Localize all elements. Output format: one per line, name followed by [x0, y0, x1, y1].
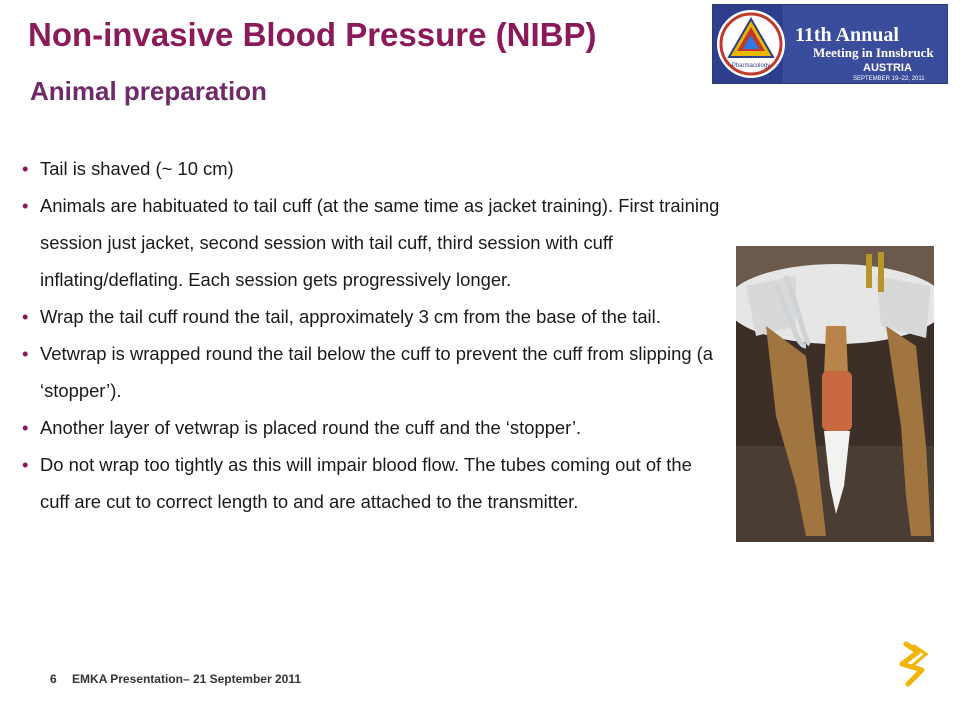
slide-subtitle: Animal preparation: [30, 76, 267, 106]
company-logo-icon: [892, 640, 932, 688]
conference-banner: [712, 4, 948, 84]
footer-text: EMKA Presentation– 21 September 2011: [72, 672, 302, 686]
bullet-item: • Tail is shaved (~ 10 cm): [22, 150, 722, 187]
vetwrap: [822, 371, 852, 431]
bullet-list: [22, 150, 722, 520]
slide-title: Non-invasive Blood Pressure (NIBP): [28, 16, 597, 53]
bullet-item: • Animals are habituated to tail cuff (at the same time as jacket training). First training session just jacket, second session with tail cuff, third session with cuff inflating/deflating. Each session gets progressively longer.: [22, 187, 722, 298]
banner-line2: Meeting in Innsbruck: [813, 45, 934, 60]
bullet-item: • Wrap the tail cuff round the tail, approximately 3 cm from the base of the tail.: [22, 298, 722, 335]
bullet-item: • Another layer of vetwrap is placed round the cuff and the ‘stopper’.: [22, 409, 722, 446]
bullet-item: • Vetwrap is wrapped round the tail below the cuff to prevent the cuff from slipping (a ‘stopper’).: [22, 335, 722, 409]
seal-label: Pharmacology: [731, 63, 771, 69]
dog-tail-photo: [736, 246, 934, 542]
slide-footer: [50, 672, 301, 686]
bullet-item: • Do not wrap too tightly as this will impair blood flow. The tubes coming out of the cuff are cut to correct length to and are attached to the transmitter.: [22, 446, 722, 520]
banner-line3: AUSTRIA: [863, 62, 912, 74]
banner-line1: 11th Annual: [795, 24, 899, 46]
banner-line4: SEPTEMBER 19–22, 2011: [853, 76, 925, 82]
page-number: 6: [50, 672, 57, 686]
